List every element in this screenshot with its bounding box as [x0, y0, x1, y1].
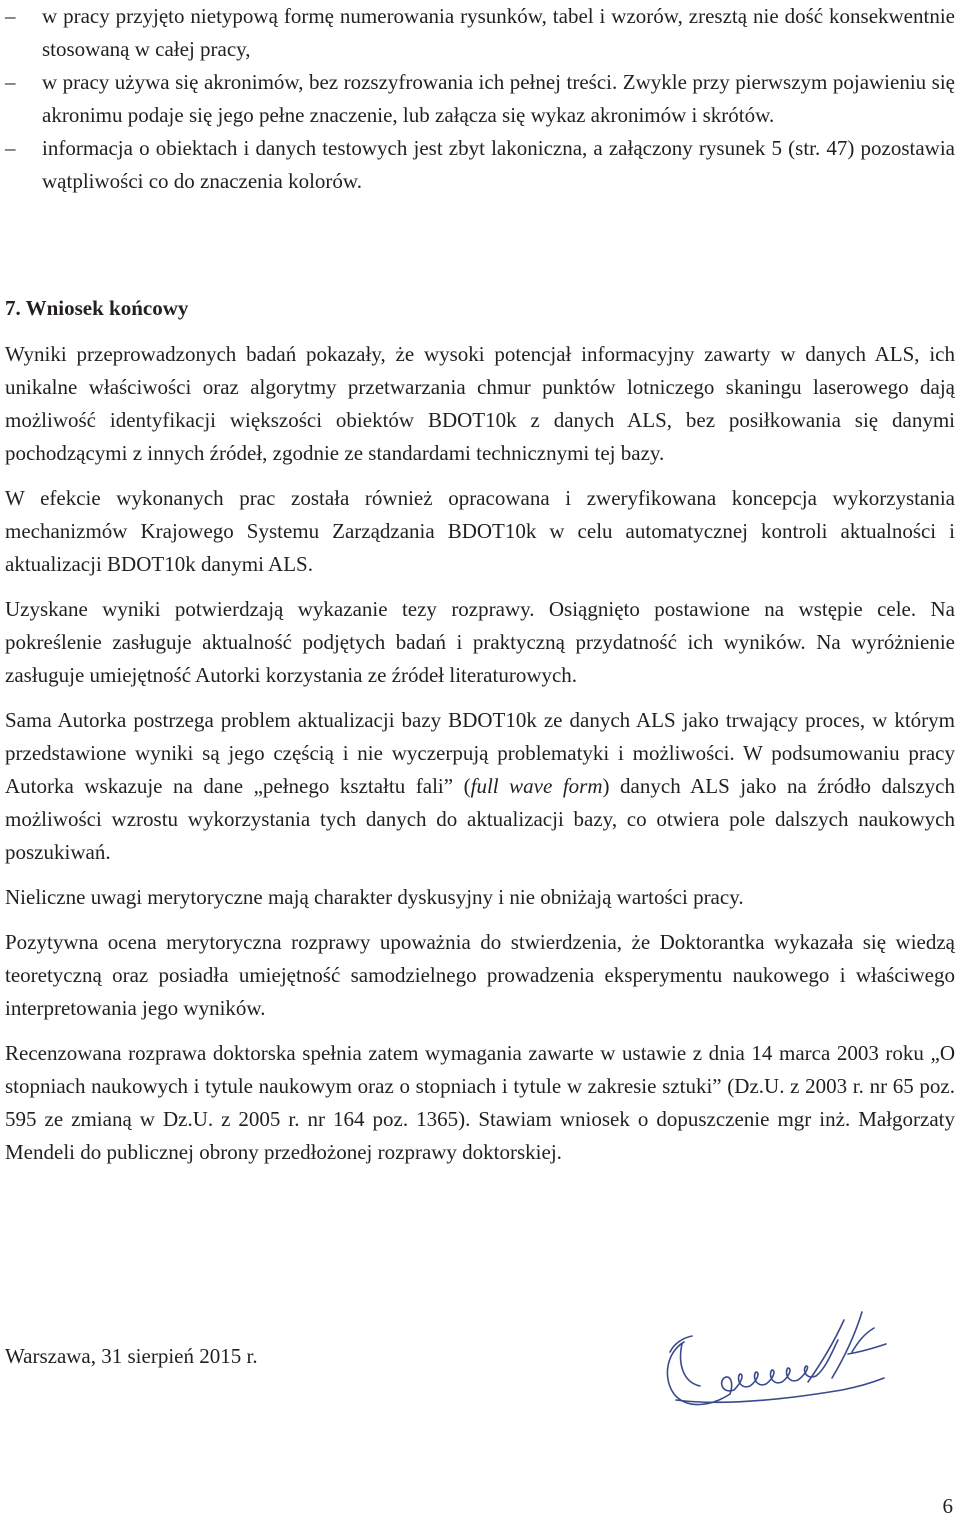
list-dash: – [5, 136, 16, 160]
italic-term: full wave form [470, 774, 603, 798]
list-item-text: w pracy używa się akronimów, bez rozszyfrowania ich pełnej treści. Zwykle przy pierwszym pojawieniu się akronimu podaje się jego pełne znaczenie, lub załącza się wykaz akronimów i skrótów. [42, 70, 955, 127]
remarks-list [5, 0, 955, 198]
list-dash: – [5, 4, 16, 28]
list-item [5, 132, 955, 198]
signature [612, 1282, 912, 1442]
page-number: 6 [942, 1494, 953, 1518]
list-item-text: w pracy przyjęto nietypową formę numerowania rysunków, tabel i wzorów, zresztą nie dość konsekwentnie stosowaną w całej pracy, [42, 4, 955, 61]
paragraph-text: ) danych ALS jako na źródło dalszych możliwości wzrostu wykorzystania tych danych do aktualizacji bazy, co otwiera pole dalszych naukowych poszukiwań. [5, 774, 955, 864]
list-item [5, 0, 955, 66]
document-page [5, 0, 955, 1164]
paragraph-text: Sama Autorka postrzega problem aktualizacji bazy BDOT10k ze danych ALS jako trwający proces, w którym przedstawione wyniki są jego częścią i nie wyczerpują problematyki i możliwości. W podsumowaniu pracy Autorka wskazuje na dane „pełnego kształtu fali” ( [5, 708, 955, 798]
paragraph-thesis: Uzyskane wyniki potwierdzają wykazanie tezy rozprawy. Osiągnięto postawione na wstępie cele. Na pokreślenie zasługuje aktualność podjętych badań i praktyczną przydatność ich wyników. Na wyróżnienie zasługuje umiejętność Autorki korzystania ze źródeł literaturowych. [5, 597, 955, 687]
conclusion-body [5, 338, 955, 1181]
paragraph-remarks: Nieliczne uwagi merytoryczne mają charakter dyskusyjny i nie obniżają wartości pracy. [5, 885, 744, 909]
paragraph-author-view [5, 704, 955, 869]
paragraph-results: Wyniki przeprowadzonych badań pokazały, że wysoki potencjał informacyjny zawarty w danych ALS, ich unikalne właściwości oraz algorytmy przetwarzania chmur punktów lotniczego skaningu laserowego dają możliwość identyfikacji większości obiektów BDOT10k z danych ALS, bez posiłkowania się danymi pochodzącymi z innych źródeł, zgodnie ze standardami technicznymi tej bazy. [5, 342, 955, 465]
paragraph-motion: Recenzowana rozprawa doktorska spełnia zatem wymagania zawarte w ustawie z dnia 14 marca 2003 roku „O stopniach naukowych i tytule naukowym oraz o stopniach i tytule w zakresie sztuki” (Dz.U. z 2003 r. nr 65 poz. 595 ze zmianą w Dz.U. z 2005 r. nr 164 poz. 1365). Stawiam wniosek o dopuszczenie mgr inż. Małgorzaty Mendeli do publicznej obrony przedłożonej rozprawy doktorskiej. [5, 1041, 955, 1164]
section-heading: 7. Wniosek końcowy [5, 296, 189, 320]
list-item-text: informacja o obiektach i danych testowych jest zbyt lakoniczna, a załączony rysunek 5 (str. 47) pozostawia wątpliwości co do znaczenia kolorów. [42, 136, 955, 193]
paragraph-concept: W efekcie wykonanych prac została również opracowana i zweryfikowana koncepcja wykorzystania mechanizmów Krajowego Systemu Zarządzania BDOT10k w celu automatycznej kontroli aktualności i aktualizacji BDOT10k danymi ALS. [5, 486, 955, 576]
place-and-date: Warszawa, 31 sierpień 2015 r. [5, 1344, 258, 1368]
list-item [5, 66, 955, 132]
list-dash: – [5, 70, 16, 94]
paragraph-evaluation: Pozytywna ocena merytoryczna rozprawy upoważnia do stwierdzenia, że Doktorantka wykazała się wiedzą teoretyczną oraz posiadła umiejętność samodzielnego prowadzenia eksperymentu naukowego i właściwego interpretowania jego wyników. [5, 930, 955, 1020]
